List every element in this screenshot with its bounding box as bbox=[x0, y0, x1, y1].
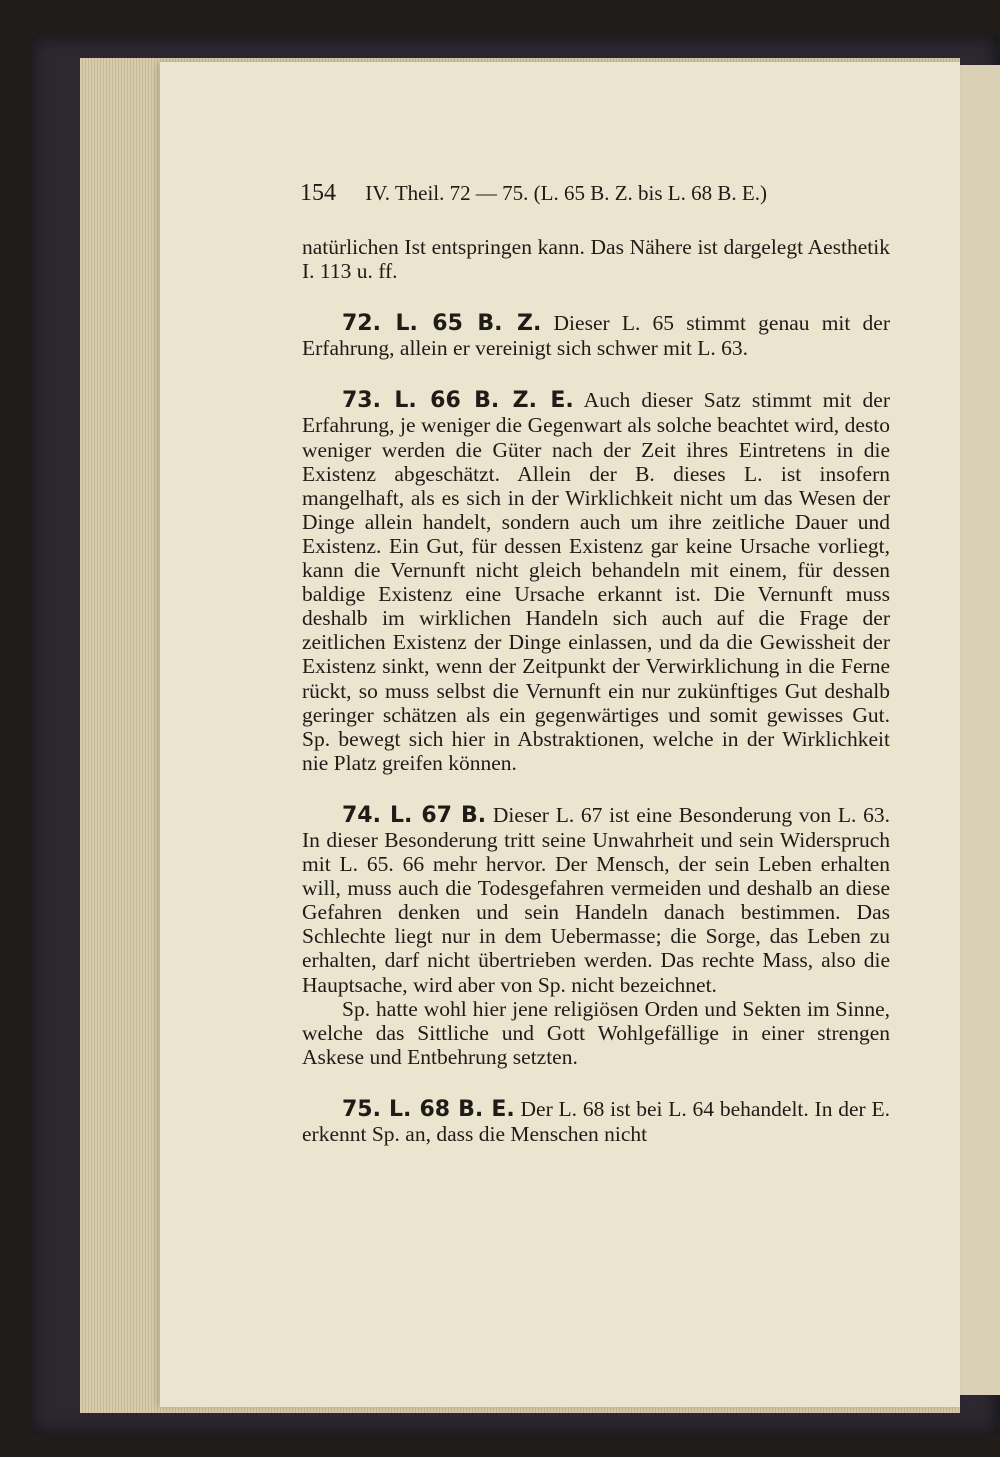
section-number: 72. L. 65 B. Z. bbox=[342, 311, 542, 337]
paragraph-74 bbox=[302, 803, 890, 997]
paragraph-continuation bbox=[302, 235, 890, 283]
paragraph-text: natürlichen Ist entspringen kann. Das Nähere ist dargelegt Aesthetik I. 113 u. ff. bbox=[302, 235, 890, 284]
page-body bbox=[302, 235, 890, 1146]
section-number: 74. L. 67 B. bbox=[342, 802, 487, 828]
facing-page-edge bbox=[958, 65, 1000, 1395]
page-header bbox=[300, 180, 900, 220]
paragraph-75 bbox=[302, 1097, 890, 1146]
paragraph-74-continued bbox=[302, 997, 890, 1069]
paragraph-text: Dieser L. 67 ist eine Besonderung von L. 63. In dieser Besonderung tritt seine Unwahrheit und sein Widerspruch mit L. 65. 66 mehr hervor. Der Mensch, der sein Leben erhalten will, muss auch die Todesgefahren vermeiden und deshalb an diese Gefahren denken und sein Handeln danach bestimmen. Das Schlechte liegt nur in dem Uebermasse; die Sorge, das Leben zu erhalten, darf nicht übertrieben werden. Das rechte Mass, also die Hauptsache, wird aber von Sp. nicht bezeichnet. bbox=[302, 802, 890, 997]
paragraph-text: Auch dieser Satz stimmt mit der Erfahrung, je weniger die Gegenwart als solche beachtet wird, desto weniger werden die Güter nach der Zeit ihres Eintretens in die Existenz abgeschätzt. Allein der B. dieses L. ist insofern mangelhaft, als es sich in der Wirklichkeit nicht um das Wesen der Dinge allein handelt, sondern auch um ihre zeitliche Dauer und Existenz. Ein Gut, für dessen Existenz gar keine Ursache vorliegt, kann die Vernunft nicht gleich behandeln mit einem, für dessen baldige Existenz eine Ursache erkannt ist. Die Vernunft muss deshalb im wirklichen Handeln sich auch auf die Frage der zeitlichen Existenz der Dinge einlassen, und da die Gewissheit der Existenz sinkt, wenn der Zeitpunkt der Verwirklichung in die Ferne rückt, so muss selbst die Vernunft ein nur zukünftiges Gut deshalb geringer schätzen als ein gegenwärtiges und somit gewisses Gut. Sp. bewegt sich hier in Abstraktionen, welche in der Wirklichkeit nie Platz greifen können. bbox=[302, 388, 890, 775]
paragraph-text: Dieser L. 65 stimmt genau mit der Erfahrung, allein er vereinigt sich schwer mit L. 63. bbox=[302, 311, 891, 361]
section-number: 73. L. 66 B. Z. E. bbox=[342, 388, 574, 414]
paragraph-text: Sp. hatte wohl hier jene religiösen Orden und Sekten im Sinne, welche das Sittliche und Gott Wohlgefällige in einer strengen Askese und Entbehrung setzten. bbox=[302, 996, 890, 1069]
page-number: 154 bbox=[300, 180, 336, 206]
paragraph-72 bbox=[302, 311, 890, 360]
section-number: 75. L. 68 B. E. bbox=[342, 1096, 515, 1122]
paragraph-text: Der L. 68 ist bei L. 64 behandelt. In der E. erkennt Sp. an, dass die Menschen nicht bbox=[302, 1096, 890, 1146]
running-head: IV. Theil. 72 — 75. (L. 65 B. Z. bis L. 68 B. E.) bbox=[365, 181, 767, 205]
paragraph-73 bbox=[302, 388, 890, 775]
